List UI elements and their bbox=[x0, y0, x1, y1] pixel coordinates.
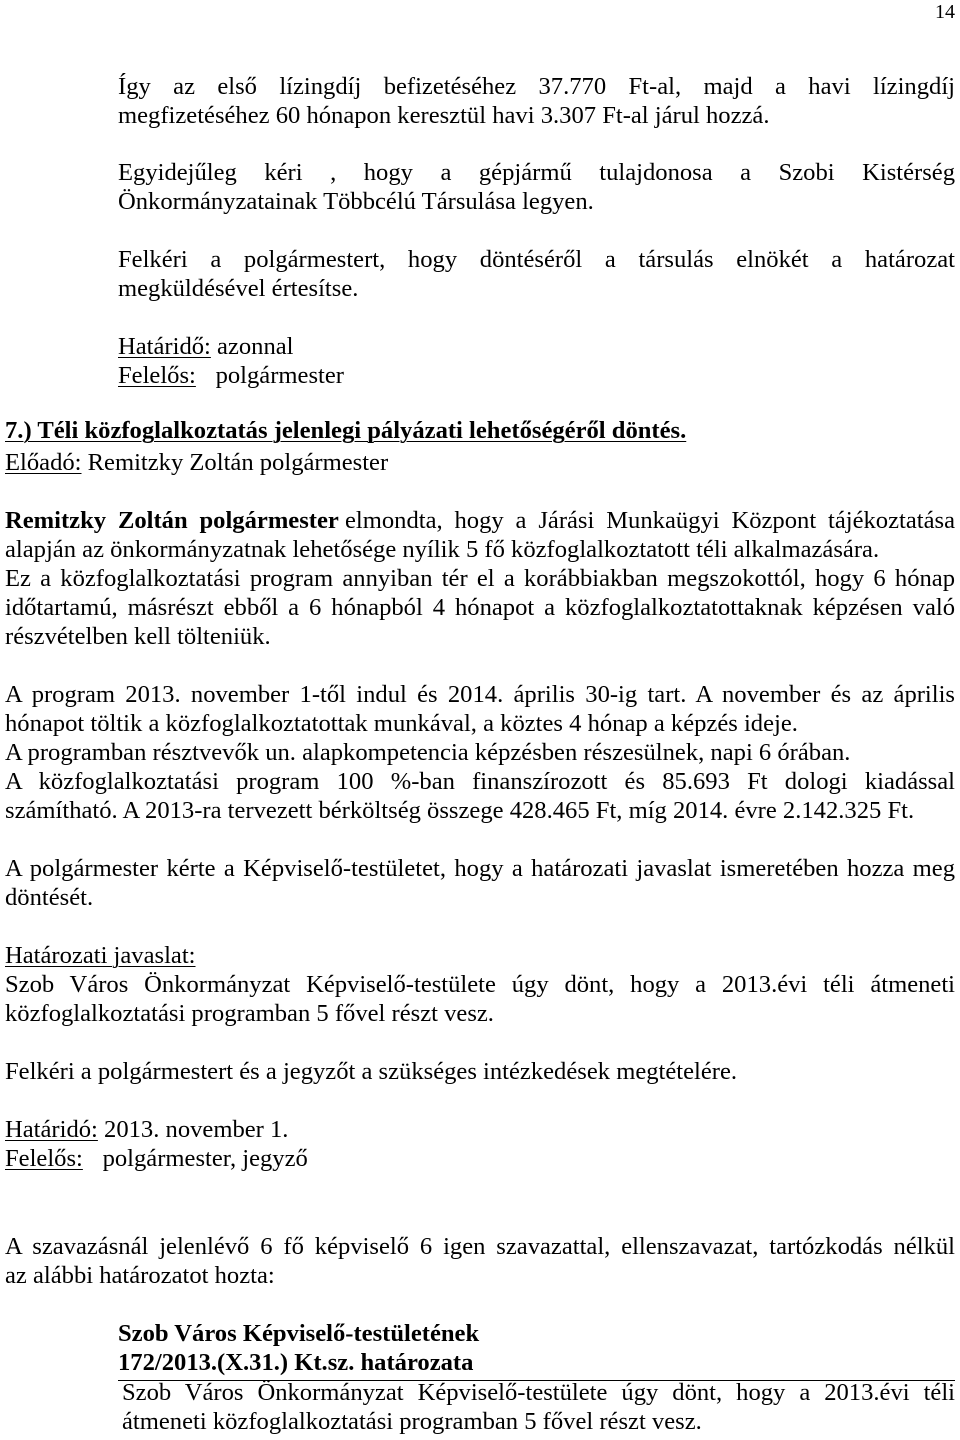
paragraph-line: közfoglalkoztatási programban 5 fővel részt vesz. bbox=[5, 1000, 494, 1027]
deadline-label: Határidó: bbox=[5, 1116, 98, 1143]
paragraph-line: az alábbi határozatot hozta: bbox=[5, 1262, 275, 1289]
resolution-number: 172/2013.(X.31.) Kt.sz. határozata bbox=[118, 1349, 474, 1376]
paragraph-line: A programban résztvevők un. alapkompetencia képzésben részesülnek, napi 6 órában. bbox=[5, 739, 851, 766]
presenter-label: Előadó: bbox=[5, 449, 82, 476]
report-first-line bbox=[5, 506, 955, 535]
speaker-name: Remitzky Zoltán polgármester bbox=[5, 507, 339, 534]
agenda-item-title: 7.) Téli közfoglalkoztatás jelenlegi pályázati lehetőségéről döntés. bbox=[5, 417, 687, 444]
responsible-value: polgármester, jegyző bbox=[102, 1145, 308, 1172]
deadline-label: Határidő: bbox=[118, 333, 211, 360]
paragraph-line: hónapot töltik a közfoglalkoztatottak munkával, a köztes 4 hónap a képzés ideje. bbox=[5, 710, 798, 737]
responsible-label: Felelős: bbox=[5, 1145, 83, 1172]
deadline-value: azonnal bbox=[217, 333, 294, 360]
presenter-line bbox=[5, 448, 955, 477]
presenter-block bbox=[5, 448, 955, 477]
notification-paragraph bbox=[118, 245, 955, 303]
resolution-title bbox=[118, 1319, 955, 1377]
leasing-deadline-block bbox=[118, 332, 955, 390]
responsible-line bbox=[5, 1144, 955, 1173]
responsible-value: polgármester bbox=[215, 362, 344, 389]
paragraph-line: időtartamú, másrészt ebből a 6 hónapból 4 hónapot a közfoglalkoztatottaknak képzésen való bbox=[5, 594, 955, 621]
paragraph-line: A polgármester kérte a Képviselő-testületet, hogy a határozati javaslat ismeretében hozza meg bbox=[5, 855, 955, 882]
resolution-number-line bbox=[118, 1348, 955, 1377]
proposal-block bbox=[5, 941, 955, 1028]
responsible-label: Felelős: bbox=[118, 362, 196, 389]
paragraph-line: Szob Város Önkormányzat Képviselő-testülete úgy dönt, hogy a 2013.évi téli átmeneti bbox=[5, 971, 955, 998]
paragraph-line: Szob Város Önkormányzat Képviselő-testülete úgy dönt, hogy a 2013.évi téli bbox=[122, 1379, 955, 1406]
paragraph-line: részvételben kell tölteniük. bbox=[5, 623, 271, 650]
instruction-block bbox=[5, 1057, 955, 1086]
paragraph-line: Így az első lízingdíj befizetéséhez 37.770 Ft-al, majd a havi lízingdíj bbox=[118, 73, 955, 100]
instruction-line: Felkéri a polgármestert és a jegyzőt a szükséges intézkedések megtételére. bbox=[5, 1058, 738, 1085]
paragraph-line: A szavazásnál jelenlévő 6 fő képviselő 6 igen szavazattal, ellenszavazat, tartózkodás nélkül bbox=[5, 1233, 955, 1260]
proposal-label: Határozati javaslat: bbox=[5, 942, 196, 969]
ownership-paragraph bbox=[118, 158, 955, 216]
responsible-line bbox=[118, 361, 955, 390]
deadline-value: 2013. november 1. bbox=[104, 1116, 289, 1143]
agenda-item-heading bbox=[5, 416, 955, 445]
agenda-item-line bbox=[5, 416, 955, 445]
paragraph-line: Felkéri a polgármestert, hogy döntéséről a társulás elnökét a határozat bbox=[118, 246, 955, 273]
deadline-line bbox=[5, 1115, 955, 1144]
program-deadline-block bbox=[5, 1115, 955, 1173]
program-paragraph bbox=[5, 680, 955, 825]
paragraph-line: A közfoglalkoztatási program 100 %-ban finanszírozott és 85.693 Ft dologi kiadással bbox=[5, 768, 955, 795]
resolution-issuer-line bbox=[118, 1319, 955, 1348]
report-paragraph bbox=[5, 506, 955, 651]
vote-paragraph bbox=[5, 1232, 955, 1290]
paragraph-line: számítható. A 2013-ra tervezett bérköltség összege 428.465 Ft, míg 2014. évre 2.142.325 Ft. bbox=[5, 797, 915, 824]
paragraph-line: Egyidejűleg kéri , hogy a gépjármű tulajdonosa a Szobi Kistérség bbox=[118, 159, 955, 186]
paragraph-line: alapján az önkormányzatnak lehetősége nyílik 5 fő közfoglalkoztatott téli alkalmazására. bbox=[5, 536, 880, 563]
paragraph-line: A program 2013. november 1-től indul és 2014. április 30-ig tart. A november és az április bbox=[5, 681, 955, 708]
paragraph-line: Önkormányzatainak Többcélú Társulása legyen. bbox=[118, 188, 594, 215]
paragraph-line: megküldésével értesítse. bbox=[118, 275, 359, 302]
resolution-text bbox=[122, 1378, 955, 1436]
leasing-paragraph bbox=[118, 72, 955, 130]
paragraph-line: megfizetéséhez 60 hónapon keresztül havi 3.307 Ft-al járul hozzá. bbox=[118, 102, 770, 129]
report-text: elmondta, hogy a Járási Munkaügyi Központ tájékoztatása bbox=[344, 507, 956, 534]
proposal-label-line bbox=[5, 941, 955, 970]
resolution-issuer: Szob Város Képviselő-testületének bbox=[118, 1320, 480, 1347]
deadline-line bbox=[118, 332, 955, 361]
page-number: 14 bbox=[935, 1, 955, 23]
paragraph-line: döntését. bbox=[5, 884, 94, 911]
presenter-name: Remitzky Zoltán polgármester bbox=[87, 449, 389, 476]
paragraph-line: Ez a közfoglalkoztatási program annyiban tér el a korábbiakban megszokottól, hogy 6 hónap bbox=[5, 565, 955, 592]
paragraph-line: átmeneti közfoglalkoztatási programban 5 fővel részt vesz. bbox=[122, 1408, 702, 1435]
request-paragraph bbox=[5, 854, 955, 912]
